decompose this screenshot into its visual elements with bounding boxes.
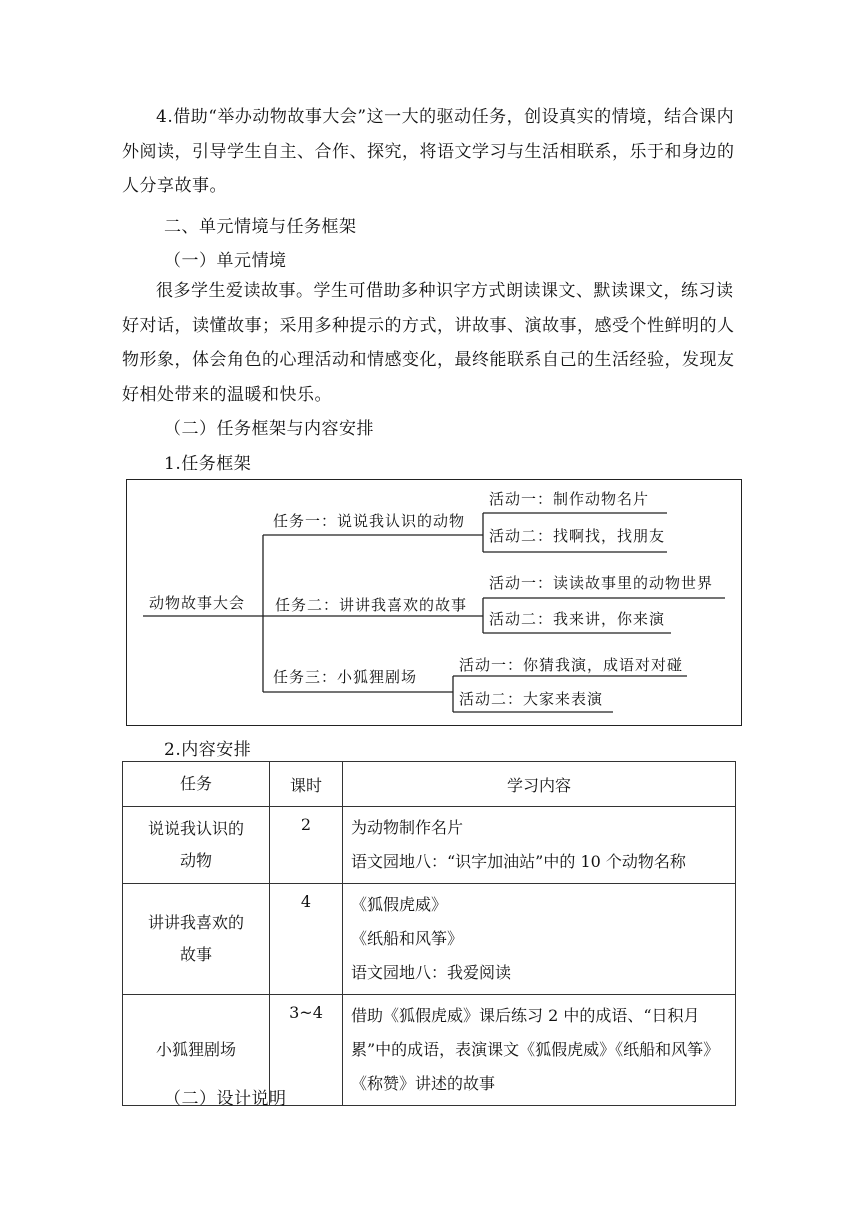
- task-line: 讲讲我喜欢的: [147, 913, 244, 932]
- content-cell: [343, 884, 736, 995]
- task-line: 说说我认识的: [147, 819, 244, 838]
- heading-design-notes: （二）设计说明: [164, 1089, 287, 1109]
- diagram-root-label: 动物故事大会: [149, 594, 246, 612]
- diagram-task-1: 任务一：说说我认识的动物: [273, 512, 466, 530]
- task-cell: [123, 884, 270, 995]
- hours-cell: 3~4: [270, 995, 343, 1106]
- header-content: 学习内容: [343, 762, 736, 807]
- content-line: 语文园地八：我爱阅读: [351, 963, 512, 982]
- content-cell: [343, 995, 736, 1106]
- content-line: 《纸船和风筝》: [351, 929, 464, 948]
- content-table: [122, 761, 736, 1106]
- task-framework-diagram: [126, 479, 742, 726]
- heading-task-framework: 1.任务框架: [164, 454, 252, 474]
- header-hours: 课时: [270, 762, 343, 807]
- subsection-heading-situation: （一）单元情境: [164, 251, 287, 271]
- diagram-task-3-activity-2: 活动二：大家来表演: [459, 690, 604, 708]
- diagram-task-3-activity-1: 活动一：你猜我演，成语对对碰: [459, 656, 684, 674]
- table-header-row: [123, 762, 736, 807]
- task-line: 故事: [179, 945, 212, 964]
- task-line: 小狐狸剧场: [155, 1040, 236, 1059]
- header-task: 任务: [123, 762, 270, 807]
- table-row: [123, 807, 736, 884]
- diagram-task-2-activity-1: 活动一：读读故事里的动物世界: [489, 574, 714, 592]
- diagram-task-2: 任务二：讲讲我喜欢的故事: [275, 596, 468, 614]
- diagram-task-1-activity-2: 活动二：找啊找，找朋友: [489, 527, 666, 545]
- task-cell: [123, 807, 270, 884]
- hours-cell: 4: [270, 884, 343, 995]
- content-line: 语文园地八：“识字加油站”中的 10 个动物名称: [351, 852, 686, 871]
- section-heading: 二、单元情境与任务框架: [164, 217, 357, 237]
- heading-content-arrangement: 2.内容安排: [164, 740, 252, 760]
- task-line: 动物: [179, 851, 212, 870]
- diagram-task-3: 任务三：小狐狸剧场: [273, 668, 418, 686]
- content-line: 《狐假虎威》: [351, 895, 448, 914]
- subsection-heading-framework: （二）任务框架与内容安排: [164, 419, 374, 439]
- table-row: [123, 884, 736, 995]
- content-cell: [343, 807, 736, 884]
- intro-paragraph: 4.借助“举办动物故事大会”这一大的驱动任务，创设真实的情境，结合课内外阅读，引导学生自主、合作、探究，将语文学习与生活相联系，乐于和身边的人分享故事。: [122, 107, 735, 196]
- diagram-task-1-activity-1: 活动一：制作动物名片: [489, 490, 650, 508]
- content-line: 为动物制作名片: [351, 818, 464, 837]
- situation-paragraph: 很多学生爱读故事。学生可借助多种识字方式朗读课文、默读课文，练习读好对话，读懂故事；采用多种提示的方式，讲故事、演故事，感受个性鲜明的人物形象，体会角色的心理活动和情感变化，最终能联系自己的生活经验，发现友好相处带来的温暖和快乐。: [122, 281, 735, 405]
- content-line: 借助《狐假虎威》课后练习 2 中的成语、“日积月累”中的成语，表演课文《狐假虎威》《纸船和风筝》《称赞》讲述的故事: [351, 1006, 720, 1093]
- diagram-task-2-activity-2: 活动二：我来讲，你来演: [489, 610, 666, 628]
- hours-cell: 2: [270, 807, 343, 884]
